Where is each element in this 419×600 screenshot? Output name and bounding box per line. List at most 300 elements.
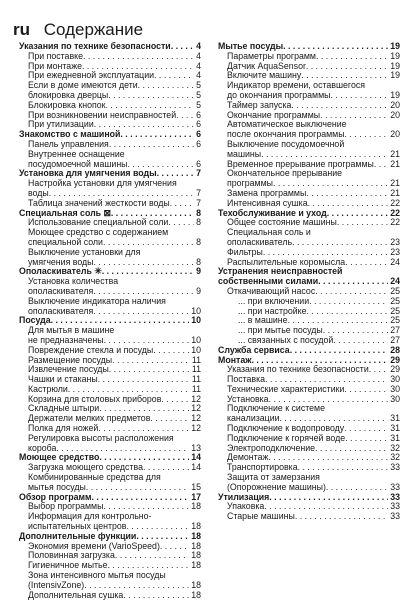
toc-subentry — [19, 502, 201, 512]
dot-leader — [126, 522, 189, 532]
toc-section-entry — [19, 42, 201, 52]
toc-subentry — [19, 140, 201, 150]
toc-section-entry — [218, 356, 400, 366]
toc-entry-label: Моющее средство — [19, 453, 100, 463]
toc-subentry — [218, 71, 400, 81]
toc-page-number: 18 — [191, 522, 201, 532]
toc-entry-label: Размещение посуды — [28, 355, 113, 365]
toc-entry-label: При возникновении неисправностей — [28, 110, 177, 120]
toc-page-number: 7 — [196, 169, 201, 179]
toc-subentry — [19, 228, 201, 238]
dot-leader — [176, 111, 194, 121]
toc-entry-label: Зона интенсивного мытья посуды — [28, 571, 166, 581]
toc-page-number: 22 — [390, 208, 400, 218]
dot-leader — [82, 62, 194, 72]
dot-leader — [92, 493, 190, 503]
toc-entry-label: Внутреннее оснащение — [28, 149, 125, 159]
dot-leader — [333, 336, 388, 346]
dot-leader — [120, 130, 194, 140]
toc-page-number: 19 — [390, 90, 400, 100]
toc-entry-label: Комбинированные средства для — [28, 473, 161, 483]
toc-page-number: 21 — [390, 179, 400, 189]
toc-page-number: 33 — [390, 512, 400, 522]
toc-page-number: 27 — [390, 335, 400, 345]
toc-page-number: 9 — [196, 286, 201, 296]
toc-entry-label: Кастрюли — [28, 384, 68, 394]
toc-entry-label: Выбор программы — [28, 502, 104, 512]
toc-page-number: 18 — [191, 541, 201, 551]
toc-entry-label: Моющее средство с содержанием — [28, 228, 169, 238]
toc-entry-label: Окончание программы — [227, 110, 321, 120]
dot-leader — [318, 277, 388, 287]
toc-page-number: 20 — [390, 100, 400, 110]
toc-page-number: 18 — [191, 551, 201, 561]
toc-page-number: 7 — [196, 188, 201, 198]
toc-subentry — [19, 111, 201, 121]
toc-subentry — [19, 512, 201, 522]
toc-page-number: 18 — [191, 580, 201, 590]
dot-leader — [171, 42, 194, 52]
toc-subentry — [218, 228, 400, 238]
toc-page-number: 23 — [390, 237, 400, 247]
toc-page-number: 8 — [196, 237, 201, 247]
toc-entry-label: Дополнительные функции — [19, 531, 137, 541]
toc-subentry — [19, 434, 201, 444]
toc-entry-label: Служба сервиса — [218, 345, 290, 355]
dot-leader — [103, 502, 189, 512]
dot-leader — [104, 336, 190, 346]
toc-subentry — [19, 101, 201, 111]
toc-page-number: 31 — [390, 414, 400, 424]
dot-leader — [301, 71, 388, 81]
dot-leader — [315, 287, 388, 297]
toc-subentry — [19, 179, 201, 189]
toc-entry-label: Подключение к горячей воде — [227, 433, 346, 443]
language-code: ru — [13, 20, 30, 39]
dot-leader — [150, 414, 189, 424]
toc-page-number: 31 — [390, 433, 400, 443]
toc-entry-label: Общее состояние машины — [227, 218, 337, 228]
dot-leader — [109, 140, 194, 150]
toc-page-number: 22 — [390, 218, 400, 228]
dot-leader — [143, 463, 189, 473]
dot-leader — [308, 199, 389, 209]
toc-subentry — [19, 473, 201, 483]
toc-entry-label: Держатели мелких предметов — [28, 414, 151, 424]
toc-page-number: 18 — [191, 561, 201, 571]
toc-page-number: 4 — [196, 51, 201, 61]
toc-page-number: 19 — [390, 61, 400, 71]
toc-entry-label: Настройка установки для умягчения — [28, 179, 177, 189]
toc-subentry — [19, 297, 201, 307]
toc-subentry — [19, 120, 201, 130]
toc-page-number: 9 — [196, 267, 201, 277]
toc-entry-label: программы — [227, 179, 273, 189]
toc-subentry — [218, 326, 400, 336]
dot-leader — [344, 385, 388, 395]
toc-subentry — [218, 385, 400, 395]
toc-column-left — [19, 42, 201, 600]
toc-page-number: 29 — [390, 355, 400, 365]
toc-entry-label: (Опорожнение машины) — [227, 482, 326, 492]
toc-subentry — [218, 120, 400, 130]
dot-leader — [292, 238, 388, 248]
dot-leader — [112, 356, 190, 366]
toc-entry-label: При поставке — [28, 51, 83, 61]
toc-entry-label: При монтаже — [28, 61, 82, 71]
toc-entry-label: собственными силами — [218, 277, 319, 287]
toc-entry-label: мытья посуды — [28, 482, 86, 492]
dot-leader — [265, 375, 388, 385]
dot-leader — [93, 287, 194, 297]
toc-entry-label: Окончательное прерывание — [227, 169, 343, 179]
toc-subentry — [19, 238, 201, 248]
toc-subentry — [218, 395, 400, 405]
toc-entry-label: испытательных центров — [28, 522, 127, 532]
dot-leader — [345, 130, 389, 140]
toc-section-entry — [19, 130, 201, 140]
toc-entry-label: специальной соли — [28, 237, 103, 247]
dot-leader — [327, 209, 389, 219]
dot-leader — [108, 91, 194, 101]
dot-leader — [315, 444, 388, 454]
toc-entry-label: Распылительные коромысла — [227, 257, 346, 267]
toc-section-entry — [218, 267, 400, 277]
toc-entry-label: Использование специальной соли — [28, 218, 169, 228]
dot-leader — [111, 209, 194, 219]
toc-subentry — [218, 287, 400, 297]
dot-leader — [153, 346, 189, 356]
toc-entry-label: Монтаж — [218, 355, 252, 365]
toc-entry-label: Повреждение стекла и посуды — [28, 345, 154, 355]
toc-subentry — [19, 346, 201, 356]
toc-page-number: 32 — [390, 443, 400, 453]
dot-leader — [337, 218, 388, 228]
toc-entry-label: не предназначены — [28, 335, 104, 345]
toc-entry-label: Знакомство с машиной — [19, 130, 121, 140]
toc-entry-label: Указания по технике безопасности — [227, 365, 369, 375]
dot-leader — [291, 101, 388, 111]
toc-page-number: 12 — [191, 424, 201, 434]
dot-leader — [306, 189, 388, 199]
toc-entry-label: Устранения неисправностей — [218, 267, 343, 277]
toc-entry-label: канализации — [227, 414, 280, 424]
toc-subentry — [19, 542, 201, 552]
toc-page-number: 25 — [390, 316, 400, 326]
toc-subentry — [19, 561, 201, 571]
toc-section-entry — [19, 532, 201, 542]
toc-subentry — [19, 62, 201, 72]
toc-entry-label: Дополнительная сушка — [28, 590, 124, 600]
toc-subentry — [19, 385, 201, 395]
toc-page-number: 8 — [196, 257, 201, 267]
toc-entry-label: Обзор программ — [19, 492, 92, 502]
toc-entry-label: Если в доме имеются дети — [28, 81, 138, 91]
toc-section-entry — [19, 169, 201, 179]
dot-leader — [161, 395, 189, 405]
toc-subentry — [19, 287, 201, 297]
toc-entry-label: Выключение установки для — [28, 247, 141, 257]
toc-entry-label: Включите машину — [227, 71, 302, 81]
toc-subentry — [19, 189, 201, 199]
toc-subentry — [218, 512, 400, 522]
dot-leader — [345, 258, 388, 268]
dot-leader — [168, 218, 194, 228]
toc-subentry — [218, 238, 400, 248]
toc-subentry — [218, 258, 400, 268]
dot-leader — [160, 542, 189, 552]
toc-subentry — [19, 571, 201, 581]
toc-page-number: 7 — [196, 198, 201, 208]
toc-page-number: 33 — [390, 482, 400, 492]
toc-entry-label: Техобслуживание и уход — [218, 208, 327, 218]
dot-leader — [154, 71, 194, 81]
toc-page-number: 18 — [191, 531, 201, 541]
toc-section-entry — [19, 453, 201, 463]
toc-entry-label: Откачивающий насос — [227, 286, 316, 296]
toc-subentry — [19, 375, 201, 385]
toc-entry-label: Фильтры — [227, 247, 263, 257]
toc-entry-label: Регулировка высоты расположения — [28, 433, 174, 443]
toc-entry-label: Для мытья в машине — [28, 326, 115, 336]
toc-entry-label: (IntensivZone) — [28, 580, 85, 590]
toc-page-number: 25 — [390, 286, 400, 296]
toc-subentry — [19, 71, 201, 81]
dot-leader — [99, 404, 189, 414]
toc-entry-label: Экономия времени (VarioSpeed) — [28, 541, 160, 551]
toc-entry-label: При ежедневной эксплуатации — [28, 71, 155, 81]
toc-subentry — [218, 160, 400, 170]
toc-entry-label: Автоматическое выключение — [227, 120, 347, 130]
toc-subentry — [218, 169, 400, 179]
toc-entry-label: Выключение посудомоечной — [227, 139, 345, 149]
toc-entry-label: Гигиеничное мытье — [28, 561, 108, 571]
toc-entry-label: умягчения воды — [28, 257, 94, 267]
toc-column-right — [218, 42, 400, 522]
toc-entry-label: Извлечение посуды — [28, 365, 109, 375]
toc-entry-label: до окончания программы — [227, 90, 331, 100]
toc-entry-label: Ополаскиватель ✳ — [19, 267, 102, 277]
toc-entry-label: Подключение к водопроводу — [227, 424, 345, 434]
toc-entry-label: Датчик AquaSensor — [227, 61, 306, 71]
toc-page-number: 11 — [191, 355, 201, 365]
dot-leader — [115, 551, 189, 561]
toc-subentry — [19, 591, 201, 600]
dot-leader — [290, 346, 389, 356]
toc-section-entry — [218, 277, 400, 287]
toc-subentry — [218, 404, 400, 414]
toc-page-number: 5 — [196, 100, 201, 110]
toc-subentry — [218, 336, 400, 346]
toc-subentry — [218, 297, 400, 307]
toc-subentry — [19, 258, 201, 268]
toc-subentry — [218, 81, 400, 91]
toc-subentry — [19, 150, 201, 160]
toc-page-number: 22 — [390, 198, 400, 208]
dot-leader — [138, 81, 194, 91]
toc-page-number: 11 — [191, 365, 201, 375]
toc-entry-label: Технические характеристики — [227, 384, 345, 394]
toc-subentry — [19, 52, 201, 62]
toc-page-number: 18 — [191, 590, 201, 600]
page-header — [13, 20, 143, 40]
toc-entry-label: Половинная загрузка — [28, 551, 115, 561]
dot-leader — [268, 453, 388, 463]
dot-leader — [93, 307, 189, 317]
dot-leader — [103, 238, 194, 248]
toc-entry-label: Электроподключение — [227, 443, 316, 453]
dot-leader — [269, 395, 389, 405]
dot-leader — [128, 160, 195, 170]
toc-subentry — [19, 581, 201, 591]
toc-subentry — [218, 140, 400, 150]
toc-entry-label: блокировка дверцы — [28, 90, 109, 100]
toc-entry-label: Складные штыри — [28, 404, 100, 414]
toc-entry-label: ополаскивателя — [28, 286, 94, 296]
toc-entry-label: ... при мытье посуды — [238, 326, 323, 336]
toc-subentry — [218, 414, 400, 424]
toc-entry-label: Подключение к системе — [227, 404, 325, 414]
dot-leader — [307, 307, 389, 317]
toc-subentry — [19, 336, 201, 346]
toc-section-entry — [218, 209, 400, 219]
toc-page-number: 33 — [390, 463, 400, 473]
toc-section-entry — [19, 493, 201, 503]
toc-subentry — [218, 218, 400, 228]
toc-page-number: 21 — [390, 149, 400, 159]
toc-page-number: 10 — [191, 345, 201, 355]
dot-leader — [86, 483, 189, 493]
toc-entry-label: посудомоечной машины — [28, 159, 128, 169]
toc-entry-label: Утилизация — [218, 492, 270, 502]
toc-subentry — [19, 395, 201, 405]
toc-entry-label: ополаскивателя — [28, 306, 94, 316]
toc-subentry — [19, 81, 201, 91]
toc-entry-label: ... в машине — [238, 316, 288, 326]
toc-page-number: 8 — [196, 208, 201, 218]
toc-section-entry — [218, 493, 400, 503]
dot-leader — [98, 424, 189, 434]
toc-page-number: 19 — [390, 42, 400, 51]
toc-subentry — [19, 404, 201, 414]
dot-leader — [106, 101, 195, 111]
toc-page-number: 20 — [390, 110, 400, 120]
toc-entry-label: Старые машины — [227, 512, 295, 522]
toc-subentry — [218, 502, 400, 512]
toc-entry-label: Замена программы — [227, 188, 307, 198]
dot-leader — [283, 42, 388, 52]
toc-entry-label: ополаскиватель — [227, 237, 293, 247]
toc-entry-label: Мытье посуды — [218, 42, 284, 51]
toc-subentry — [218, 307, 400, 317]
dot-leader — [251, 356, 388, 366]
toc-entry-label: Блокировка кнопок — [28, 100, 106, 110]
toc-entry-label: Установка для умягчения воды — [19, 169, 157, 179]
dot-leader — [288, 316, 389, 326]
toc-subentry — [218, 130, 400, 140]
toc-page-number: 6 — [196, 139, 201, 149]
toc-page-number: 6 — [196, 130, 201, 140]
dot-leader — [269, 493, 388, 503]
toc-subentry — [218, 365, 400, 375]
toc-page-number: 31 — [390, 424, 400, 434]
toc-page-number: 33 — [390, 492, 400, 502]
dot-leader — [344, 424, 388, 434]
toc-entry-label: Временное прерывание программы — [227, 159, 374, 169]
dot-leader — [323, 326, 388, 336]
toc-subentry — [218, 189, 400, 199]
toc-page-number: 12 — [191, 404, 201, 414]
toc-page-number: 14 — [191, 453, 201, 463]
toc-page-number: 32 — [390, 453, 400, 463]
toc-entry-label: Выключение индикатора наличия — [28, 296, 166, 306]
toc-subentry — [19, 160, 201, 170]
toc-page-number: 19 — [390, 51, 400, 61]
toc-entry-label: Указания по технике безопасности — [19, 42, 171, 51]
dot-leader — [264, 502, 388, 512]
dot-leader — [99, 453, 189, 463]
toc-page-number: 29 — [390, 365, 400, 375]
toc-entry-label: Демонтаж — [227, 453, 269, 463]
toc-entry-label: Защита от замерзания — [227, 473, 320, 483]
dot-leader — [306, 62, 388, 72]
toc-subentry — [218, 473, 400, 483]
toc-page-number: 4 — [196, 71, 201, 81]
toc-entry-label: ... при настройке — [238, 306, 307, 316]
dot-leader — [84, 581, 189, 591]
toc-subentry — [218, 424, 400, 434]
toc-page-number: 4 — [196, 61, 201, 71]
toc-subentry — [19, 199, 201, 209]
dot-leader — [109, 365, 190, 375]
toc-page-number: 8 — [196, 218, 201, 228]
toc-page-number: 21 — [390, 159, 400, 169]
toc-page-number: 33 — [390, 502, 400, 512]
toc-page-number: 4 — [196, 42, 201, 51]
toc-subentry — [218, 483, 400, 493]
toc-page-number: 12 — [191, 414, 201, 424]
toc-subentry — [218, 150, 400, 160]
toc-subentry — [19, 248, 201, 258]
toc-subentry — [218, 179, 400, 189]
toc-page-number: 5 — [196, 81, 201, 91]
dot-leader — [295, 512, 388, 522]
toc-subentry — [19, 277, 201, 287]
dot-leader — [49, 189, 194, 199]
toc-page-number: 27 — [390, 326, 400, 336]
toc-page-number: 6 — [196, 110, 201, 120]
toc-entry-label: ... при включении — [238, 296, 310, 306]
toc-subentry — [218, 248, 400, 258]
toc-page-number: 18 — [191, 502, 201, 512]
toc-entry-label: Упаковка — [227, 502, 265, 512]
dot-leader — [94, 258, 195, 268]
toc-subentry — [218, 444, 400, 454]
dot-leader — [345, 434, 388, 444]
dot-leader — [369, 365, 388, 375]
toc-entry-label: Таймер запуска — [227, 100, 292, 110]
dot-leader — [273, 179, 388, 189]
dot-leader — [280, 414, 389, 424]
toc-entry-label: Информация для контрольно- — [28, 512, 152, 522]
toc-subentry — [19, 326, 201, 336]
toc-entry-label: Транспортировка — [227, 463, 298, 473]
toc-entry-label: Параметры программ — [227, 51, 316, 61]
toc-page-number: 19 — [390, 71, 400, 81]
toc-entry-label: Посуда — [19, 316, 51, 326]
dot-leader — [309, 297, 388, 307]
toc-subentry — [19, 365, 201, 375]
